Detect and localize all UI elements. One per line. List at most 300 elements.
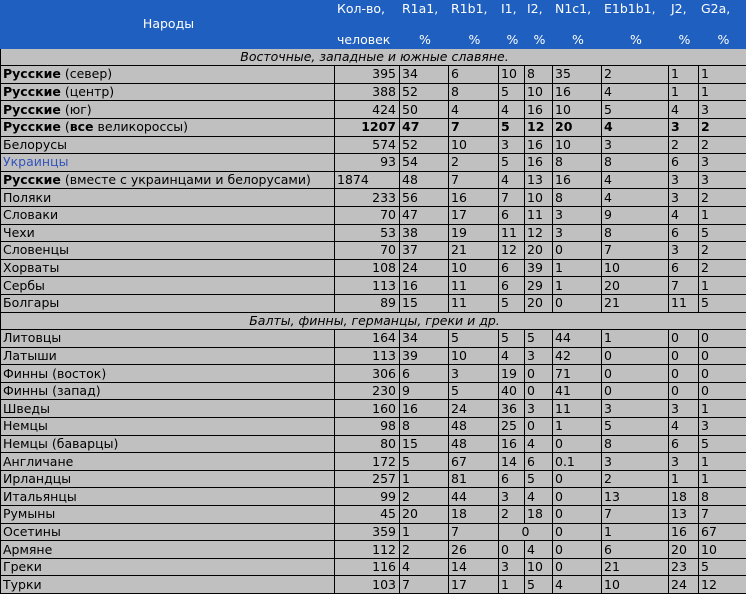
percent-cell: 24	[669, 576, 699, 594]
table-body	[1, 48, 746, 593]
people-name-text: Немцы	[3, 418, 48, 434]
people-name-text: Итальянцы	[3, 488, 77, 504]
percent-cell: 0	[553, 558, 602, 576]
percent-cell: 21	[449, 242, 499, 260]
table-row	[1, 382, 746, 400]
count-cell: 1207	[335, 118, 400, 136]
percent-cell: 24	[400, 259, 449, 277]
percent-cell: 7	[449, 171, 499, 189]
percent-cell: 4	[525, 435, 553, 453]
count-cell: 359	[335, 523, 400, 541]
people-name-text: (	[60, 119, 70, 135]
count-cell: 233	[335, 189, 400, 207]
column-header-haplogroup: J2,	[669, 1, 699, 31]
people-name-cell	[1, 347, 335, 365]
percent-cell: 3	[669, 453, 699, 471]
column-unit-percent: %	[602, 31, 669, 49]
people-name-cell	[1, 558, 335, 576]
count-cell: 89	[335, 294, 400, 312]
percent-cell: 2	[499, 506, 525, 524]
percent-cell: 6	[499, 206, 525, 224]
percent-cell: 2	[699, 189, 746, 207]
table-header	[1, 1, 746, 49]
percent-cell: 1	[699, 400, 746, 418]
percent-cell: 48	[449, 435, 499, 453]
percent-cell: 44	[449, 488, 499, 506]
percent-cell: 17	[449, 576, 499, 594]
table-row	[1, 259, 746, 277]
column-header-peoples: Народы	[1, 1, 335, 49]
percent-cell: 3	[699, 101, 746, 119]
percent-cell: 6	[669, 224, 699, 242]
percent-cell: 42	[553, 347, 602, 365]
people-name-text: (вместе с украинцами и белорусами)	[60, 172, 311, 188]
percent-cell: 4	[400, 558, 449, 576]
percent-cell: 48	[449, 418, 499, 436]
percent-cell: 10	[553, 101, 602, 119]
percent-cell: 4	[553, 576, 602, 594]
percent-cell: 0	[553, 470, 602, 488]
percent-cell: 7	[602, 242, 669, 260]
percent-cell: 56	[400, 189, 449, 207]
percent-cell: 3	[602, 400, 669, 418]
table-row	[1, 83, 746, 101]
count-cell: 160	[335, 400, 400, 418]
percent-cell: 4	[499, 171, 525, 189]
column-header-haplogroup: I2,	[525, 1, 553, 31]
percent-cell: 2	[699, 118, 746, 136]
percent-cell: 1	[553, 418, 602, 436]
percent-cell: 21	[602, 558, 669, 576]
percent-cell: 7	[669, 277, 699, 295]
percent-cell: 1	[699, 277, 746, 295]
percent-cell: 0	[553, 294, 602, 312]
people-name-text: Финны (запад)	[3, 383, 101, 399]
count-cell: 93	[335, 154, 400, 172]
people-name-text: (центр)	[60, 84, 115, 100]
percent-cell: 8	[449, 83, 499, 101]
table-row	[1, 224, 746, 242]
percent-cell: 3	[499, 558, 525, 576]
count-cell: 70	[335, 206, 400, 224]
people-name-text: Турки	[3, 576, 42, 592]
people-name-bold: Русские	[3, 66, 61, 82]
percent-cell: 2	[699, 259, 746, 277]
column-header-haplogroup: E1b1b1,	[602, 1, 669, 31]
table-row	[1, 488, 746, 506]
percent-cell: 12	[499, 242, 525, 260]
table-row	[1, 435, 746, 453]
percent-cell: 3	[499, 136, 525, 154]
percent-cell: 0.1	[553, 453, 602, 471]
percent-cell: 48	[400, 171, 449, 189]
count-cell: 574	[335, 136, 400, 154]
people-name-cell	[1, 171, 335, 189]
percent-cell: 2	[400, 488, 449, 506]
table-row	[1, 118, 746, 136]
percent-cell: 11	[525, 206, 553, 224]
people-name-bold: Русские	[3, 119, 61, 135]
percent-cell: 0	[602, 347, 669, 365]
people-name-text: великороссы)	[93, 119, 188, 135]
percent-cell: 10	[525, 189, 553, 207]
percent-cell: 1	[699, 206, 746, 224]
percent-cell: 6	[400, 365, 449, 383]
people-name-cell	[1, 242, 335, 260]
percent-cell: 71	[553, 365, 602, 383]
percent-cell: 0	[499, 541, 525, 559]
percent-cell: 11	[499, 224, 525, 242]
percent-cell: 5	[525, 330, 553, 348]
table-row	[1, 576, 746, 594]
percent-cell: 10	[449, 259, 499, 277]
percent-cell: 37	[400, 242, 449, 260]
people-name-text: Литовцы	[3, 330, 62, 346]
percent-cell: 11	[449, 294, 499, 312]
percent-cell: 1	[400, 523, 449, 541]
column-header-haplogroup: G2a,	[699, 1, 746, 31]
percent-cell: 9	[602, 206, 669, 224]
percent-cell: 2	[669, 136, 699, 154]
percent-cell: 1	[669, 66, 699, 84]
percent-cell: 1	[669, 83, 699, 101]
percent-cell: 2	[602, 66, 669, 84]
table-row	[1, 558, 746, 576]
percent-cell: 34	[400, 330, 449, 348]
percent-cell: 10	[525, 558, 553, 576]
percent-cell: 16	[525, 154, 553, 172]
percent-cell: 20	[553, 118, 602, 136]
people-name-text: Осетины	[3, 523, 61, 539]
table-row	[1, 154, 746, 172]
percent-cell: 3	[699, 418, 746, 436]
percent-cell: 5	[499, 83, 525, 101]
people-name-text: Финны (восток)	[3, 365, 107, 381]
percent-cell: 6	[499, 259, 525, 277]
count-cell: 388	[335, 83, 400, 101]
percent-cell: 5	[499, 294, 525, 312]
table-row	[1, 206, 746, 224]
percent-cell: 1	[699, 83, 746, 101]
percent-cell: 6	[499, 277, 525, 295]
percent-cell: 1	[699, 66, 746, 84]
percent-cell: 20	[669, 541, 699, 559]
section-title: Восточные, западные и южные славяне.	[1, 48, 746, 66]
people-name-cell	[1, 523, 335, 541]
percent-cell: 7	[400, 576, 449, 594]
column-unit-count: человек	[335, 31, 400, 49]
table-row	[1, 523, 746, 541]
percent-cell: 13	[602, 488, 669, 506]
percent-cell: 39	[525, 259, 553, 277]
percent-cell: 3	[525, 347, 553, 365]
column-unit-percent: %	[553, 31, 602, 49]
percent-cell: 1	[553, 277, 602, 295]
percent-cell: 14	[499, 453, 525, 471]
column-header-haplogroup: R1a1,	[400, 1, 449, 31]
percent-cell: 5	[699, 224, 746, 242]
percent-cell: 4	[602, 118, 669, 136]
percent-cell: 11	[449, 277, 499, 295]
percent-cell: 0	[602, 365, 669, 383]
column-unit-percent: %	[499, 31, 525, 49]
table-row	[1, 277, 746, 295]
people-name-text: Чехи	[3, 224, 35, 240]
table-row	[1, 294, 746, 312]
percent-cell: 4	[669, 418, 699, 436]
people-name-text: Латыши	[3, 347, 57, 363]
percent-cell: 38	[400, 224, 449, 242]
people-name-text: (юг)	[60, 101, 92, 117]
count-cell: 113	[335, 277, 400, 295]
people-name-cell	[1, 506, 335, 524]
table-row	[1, 418, 746, 436]
percent-cell: 1	[499, 576, 525, 594]
percent-cell: 16	[400, 277, 449, 295]
percent-cell: 15	[400, 294, 449, 312]
people-name-cell	[1, 365, 335, 383]
percent-cell: 4	[602, 83, 669, 101]
percent-cell: 5	[699, 294, 746, 312]
percent-cell: 8	[525, 66, 553, 84]
percent-cell: 10	[602, 259, 669, 277]
count-cell: 45	[335, 506, 400, 524]
percent-cell: 44	[553, 330, 602, 348]
percent-cell: 17	[449, 206, 499, 224]
percent-cell: 4	[449, 101, 499, 119]
table-row	[1, 66, 746, 84]
percent-cell: 16	[499, 435, 525, 453]
table-row	[1, 541, 746, 559]
count-cell: 424	[335, 101, 400, 119]
column-unit-percent: %	[400, 31, 449, 49]
people-name-text: Словенцы	[3, 242, 69, 258]
people-name-cell	[1, 206, 335, 224]
people-name-text: Шведы	[3, 400, 50, 416]
percent-cell: 67	[699, 523, 746, 541]
percent-cell: 11	[553, 400, 602, 418]
people-name-text: Болгары	[3, 295, 60, 311]
column-unit-percent: %	[669, 31, 699, 49]
people-name-text: Армяне	[3, 541, 53, 557]
percent-cell: 1	[602, 330, 669, 348]
percent-cell: 5	[400, 453, 449, 471]
percent-cell: 16	[525, 101, 553, 119]
percent-cell: 47	[400, 206, 449, 224]
count-cell: 1874	[335, 171, 400, 189]
percent-cell: 1	[699, 470, 746, 488]
people-name-text: Румыны	[3, 506, 56, 522]
table-row	[1, 365, 746, 383]
people-name-cell	[1, 136, 335, 154]
column-header-haplogroup: N1c1,	[553, 1, 602, 31]
percent-cell: 0	[669, 330, 699, 348]
percent-cell: 13	[525, 171, 553, 189]
percent-cell: 6	[669, 154, 699, 172]
percent-cell: 0	[553, 541, 602, 559]
percent-cell: 6	[602, 541, 669, 559]
percent-cell: 4	[499, 347, 525, 365]
people-name-cell	[1, 294, 335, 312]
percent-cell: 13	[669, 506, 699, 524]
percent-cell: 0	[669, 347, 699, 365]
percent-cell: 6	[449, 66, 499, 84]
percent-cell: 5	[602, 418, 669, 436]
column-unit-percent: %	[449, 31, 499, 49]
count-cell: 53	[335, 224, 400, 242]
percent-cell: 5	[525, 576, 553, 594]
people-name-text: Греки	[3, 559, 42, 575]
percent-cell: 8	[699, 488, 746, 506]
count-cell: 306	[335, 365, 400, 383]
people-name-cell	[1, 435, 335, 453]
people-name-bold: все	[69, 119, 94, 135]
count-cell: 230	[335, 382, 400, 400]
percent-cell: 20	[602, 277, 669, 295]
table-row	[1, 330, 746, 348]
people-name-cell	[1, 576, 335, 594]
table-row	[1, 506, 746, 524]
percent-cell: 35	[553, 66, 602, 84]
percent-cell: 20	[400, 506, 449, 524]
percent-cell: 3	[602, 453, 669, 471]
percent-cell: 7	[699, 506, 746, 524]
column-unit-percent: %	[699, 31, 746, 49]
percent-cell: 7	[602, 506, 669, 524]
people-name-text[interactable]: Украинцы	[3, 154, 69, 170]
percent-cell: 3	[669, 242, 699, 260]
percent-cell: 6	[669, 259, 699, 277]
people-name-cell	[1, 277, 335, 295]
people-name-text: Сербы	[3, 277, 45, 293]
percent-cell: 4	[525, 541, 553, 559]
people-name-text: Англичане	[3, 453, 74, 469]
percent-cell: 8	[553, 189, 602, 207]
table-row	[1, 101, 746, 119]
percent-cell: 52	[400, 136, 449, 154]
percent-cell: 3	[669, 118, 699, 136]
percent-cell: 1	[669, 470, 699, 488]
percent-cell: 24	[449, 400, 499, 418]
percent-cell: 5	[449, 330, 499, 348]
percent-cell: 8	[602, 224, 669, 242]
section-row	[1, 48, 746, 66]
percent-cell: 3	[499, 488, 525, 506]
percent-cell: 7	[449, 118, 499, 136]
percent-cell: 0	[699, 347, 746, 365]
percent-cell: 0	[669, 365, 699, 383]
people-name-bold: Русские	[3, 172, 61, 188]
column-unit-percent: %	[525, 31, 553, 49]
percent-cell: 16	[669, 523, 699, 541]
count-cell: 108	[335, 259, 400, 277]
count-cell: 164	[335, 330, 400, 348]
percent-cell: 5	[525, 470, 553, 488]
count-cell: 70	[335, 242, 400, 260]
percent-cell: 9	[400, 382, 449, 400]
percent-cell: 0	[525, 418, 553, 436]
section-title: Балты, финны, германцы, греки и др.	[1, 312, 746, 330]
people-name-cell	[1, 101, 335, 119]
percent-cell: 16	[400, 400, 449, 418]
percent-cell: 3	[602, 136, 669, 154]
percent-cell: 0	[699, 382, 746, 400]
column-header-count: Кол-во,	[335, 1, 400, 31]
percent-cell: 16	[553, 83, 602, 101]
percent-cell: 8	[602, 154, 669, 172]
people-name-text: Словаки	[3, 207, 59, 223]
percent-cell: 0	[553, 523, 602, 541]
people-name-cell	[1, 541, 335, 559]
percent-cell: 0	[699, 365, 746, 383]
percent-cell: 14	[449, 558, 499, 576]
people-name-text: Поляки	[3, 189, 52, 205]
percent-cell: 81	[449, 470, 499, 488]
percent-cell: 3	[669, 189, 699, 207]
percent-cell: 1	[699, 453, 746, 471]
percent-cell: 39	[400, 347, 449, 365]
percent-cell: 10	[525, 83, 553, 101]
percent-cell: 12	[699, 576, 746, 594]
percent-cell: 3	[669, 400, 699, 418]
count-cell: 257	[335, 470, 400, 488]
percent-cell: 2	[699, 242, 746, 260]
percent-cell: 3	[553, 206, 602, 224]
percent-cell: 10	[553, 136, 602, 154]
percent-cell: 41	[553, 382, 602, 400]
percent-cell: 50	[400, 101, 449, 119]
percent-cell: 10	[449, 136, 499, 154]
percent-cell: 18	[525, 506, 553, 524]
percent-cell: 18	[669, 488, 699, 506]
count-cell: 113	[335, 347, 400, 365]
column-header-haplogroup: R1b1,	[449, 1, 499, 31]
percent-cell: 4	[499, 101, 525, 119]
people-name-cell[interactable]	[1, 154, 335, 172]
people-name-cell	[1, 418, 335, 436]
percent-cell: 2	[400, 541, 449, 559]
percent-cell: 0	[602, 382, 669, 400]
people-name-text: (север)	[60, 66, 113, 82]
percent-cell: 12	[525, 118, 553, 136]
percent-cell: 8	[553, 154, 602, 172]
percent-cell: 0	[553, 435, 602, 453]
table-row	[1, 453, 746, 471]
people-name-cell	[1, 488, 335, 506]
people-name-cell	[1, 330, 335, 348]
people-name-cell	[1, 259, 335, 277]
percent-cell: 25	[499, 418, 525, 436]
column-header-haplogroup: I1,	[499, 1, 525, 31]
percent-cell: 5	[699, 558, 746, 576]
percent-cell: 5	[602, 101, 669, 119]
percent-cell: 0	[553, 506, 602, 524]
people-name-bold: Русские	[3, 101, 61, 117]
table-row	[1, 400, 746, 418]
percent-cell: 4	[602, 189, 669, 207]
people-name-cell	[1, 224, 335, 242]
people-name-cell	[1, 400, 335, 418]
people-name-text: Немцы (баварцы)	[3, 435, 119, 451]
percent-cell: 3	[553, 224, 602, 242]
people-name-cell	[1, 382, 335, 400]
percent-cell: 8	[400, 418, 449, 436]
count-cell: 172	[335, 453, 400, 471]
percent-cell: 12	[525, 224, 553, 242]
percent-cell: 2	[602, 470, 669, 488]
people-name-cell	[1, 470, 335, 488]
percent-cell: 3	[699, 154, 746, 172]
